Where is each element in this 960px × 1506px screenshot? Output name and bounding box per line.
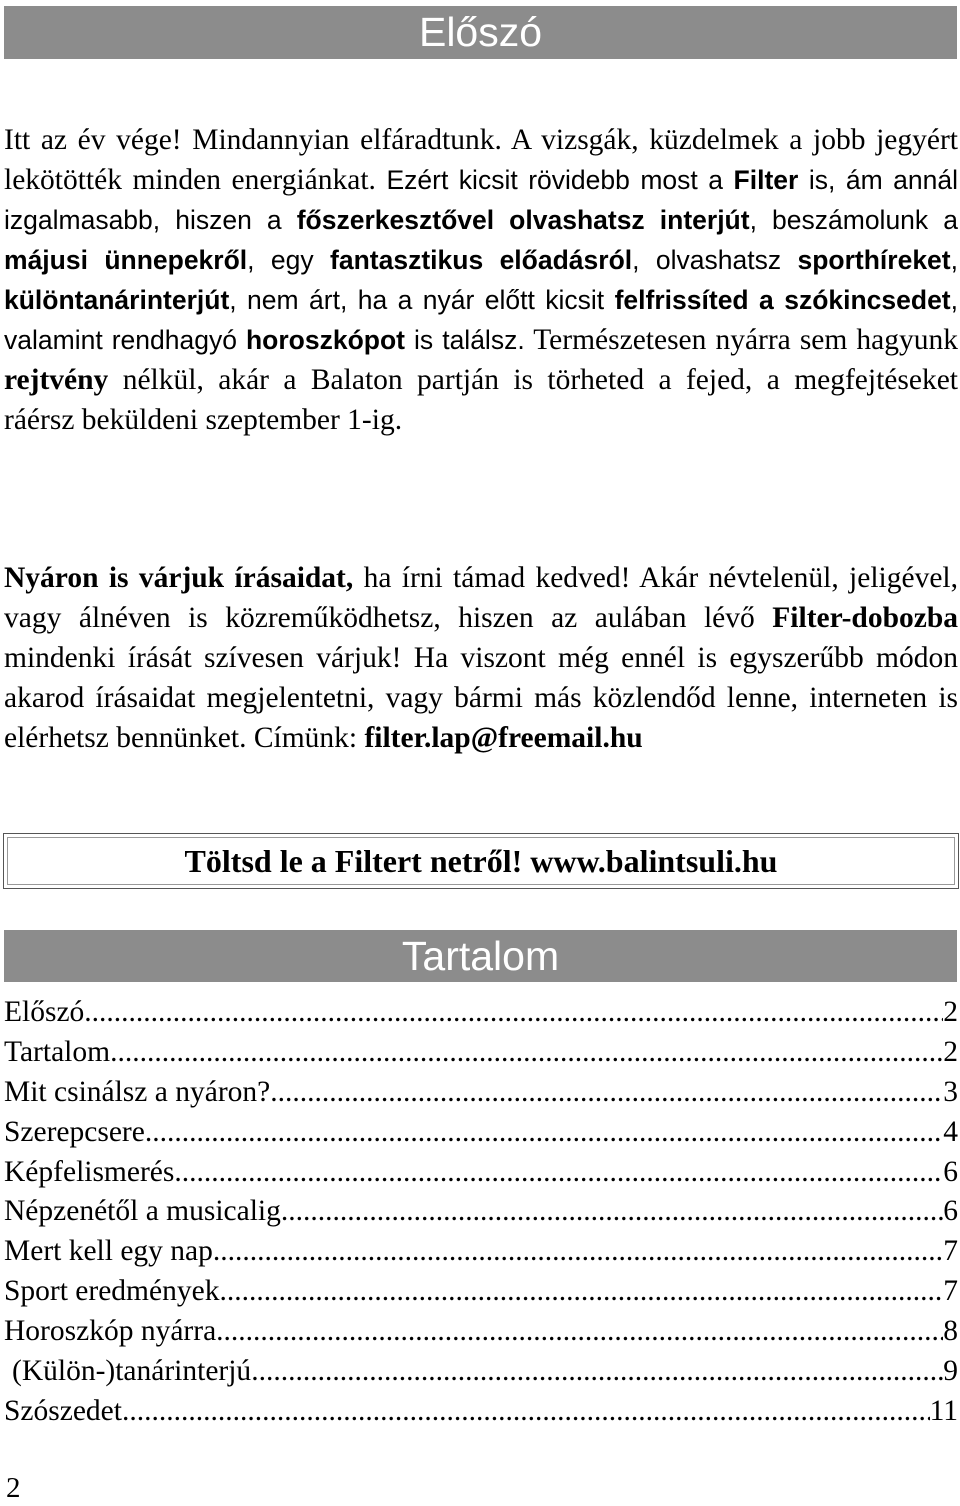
- section-heading-tartalom: Tartalom: [4, 930, 957, 982]
- toc-entry-title: Szerepcsere: [4, 1115, 145, 1148]
- paragraph-segment: Ezért kicsit rövidebb most a: [386, 165, 734, 195]
- paragraph-segment: Filter-dobozba: [772, 602, 958, 634]
- paragraph-segment[interactable]: filter.lap@freemail.hu: [364, 722, 643, 754]
- toc-entry-title: Mit csinálsz a nyáron?: [4, 1075, 271, 1108]
- toc-entry[interactable]: [4, 1033, 958, 1073]
- intro-paragraph-1: [4, 120, 958, 440]
- toc-entry-title: Előszó: [4, 996, 85, 1028]
- toc-entry-title: Népzenétől a musicalig: [4, 1195, 281, 1228]
- toc-entry[interactable]: [4, 1192, 958, 1232]
- paragraph-segment: főszerkesztővel olvashatsz interjút: [296, 205, 750, 235]
- paragraph-segment: , beszámolunk a: [749, 205, 958, 235]
- paragraph-segment: mindenki írását szívesen várjuk! Ha viszont még ennél is egyszerűbb módon akarod írásaidat megjelentetni, vagy bármi más közlendőd lenne, interneten is elérhetsz bennünket. Címünk:: [4, 642, 958, 754]
- toc-entry-title: Szószedet: [4, 1394, 122, 1427]
- toc-entry-title: Mert kell egy nap: [4, 1235, 213, 1268]
- toc-entry[interactable]: [4, 1312, 958, 1352]
- paragraph-segment: ,: [950, 245, 958, 275]
- toc-entry-page: 3: [943, 1075, 958, 1108]
- toc-dot-leader: [110, 1033, 943, 1073]
- paragraph-segment: sporthíreket: [797, 245, 951, 275]
- toc-entry-page: 7: [943, 1235, 958, 1268]
- section-heading-eloszo: Előszó: [4, 6, 957, 59]
- toc-dot-leader: [219, 1272, 943, 1312]
- download-banner: [3, 833, 959, 889]
- paragraph-segment: különtanárinterjút: [4, 285, 230, 315]
- toc-entry-page: 9: [943, 1355, 958, 1388]
- toc-entry-page: 11: [929, 1394, 958, 1427]
- toc-dot-leader: [270, 1073, 943, 1113]
- paragraph-segment: , olvashatsz: [632, 245, 798, 275]
- toc-dot-leader: [174, 1153, 943, 1193]
- toc-dot-leader: [145, 1113, 943, 1153]
- paragraph-segment: felfrissíted a szókincsedet: [614, 285, 951, 315]
- toc-dot-leader: [84, 993, 943, 1033]
- toc-entry-page: 4: [943, 1115, 958, 1148]
- paragraph-segment: Itt az év vége! Mindannyian elfáradtunk. A vizsgák, küzdelmek a jobb jegyért lekötötték minden energiánkat.: [4, 124, 958, 196]
- toc-entry-page: 8: [943, 1315, 958, 1348]
- toc-entry-title: Horoszkóp nyárra: [4, 1315, 217, 1348]
- paragraph-segment: is, ám annál izgalmasabb, hiszen a: [4, 165, 958, 235]
- toc-entry[interactable]: [4, 1352, 958, 1392]
- toc-entry[interactable]: [4, 1232, 958, 1272]
- toc-entry-title: Sport eredmények: [4, 1275, 220, 1308]
- toc-entry[interactable]: [4, 1073, 958, 1113]
- table-of-contents: [4, 993, 958, 1432]
- toc-entry-title: Képfelismerés: [4, 1155, 175, 1188]
- toc-dot-leader: [216, 1312, 943, 1352]
- toc-entry[interactable]: [4, 1392, 958, 1432]
- toc-entry-page: 7: [943, 1275, 958, 1308]
- toc-dot-leader: [213, 1232, 943, 1272]
- toc-entry[interactable]: [4, 1272, 958, 1312]
- paragraph-segment: fantasztikus előadásról: [330, 245, 633, 275]
- paragraph-segment: nélkül, akár a Balaton partján is törheted a fejed, a megfejtéseket ráérsz beküldeni szeptember 1-ig.: [4, 364, 958, 436]
- toc-entry[interactable]: [4, 1153, 958, 1193]
- toc-entry-page: 2: [943, 1035, 958, 1068]
- toc-entry-title: Tartalom: [4, 1035, 111, 1068]
- toc-entry[interactable]: [4, 993, 958, 1033]
- paragraph-segment: ha írni támad kedved! Akár névtelenül, jeligével, vagy álnéven is közreműködhetsz, hiszen az aulában lévő: [4, 562, 958, 634]
- paragraph-segment: Filter: [733, 165, 799, 195]
- paragraph-segment: horoszkópot: [246, 325, 405, 355]
- toc-dot-leader: [122, 1392, 930, 1432]
- paragraph-segment: , valamint rendhagyó: [4, 285, 959, 355]
- paragraph-segment: , nem árt, ha a nyár előtt kicsit: [229, 285, 615, 315]
- toc-entry-page: 2: [943, 996, 958, 1028]
- paragraph-segment: is találsz.: [405, 325, 525, 355]
- paragraph-segment: Nyáron is várjuk írásaidat,: [4, 562, 354, 594]
- paragraph-segment: Természetesen nyárra sem hagyunk: [524, 324, 958, 356]
- page-number: 2: [6, 1472, 21, 1504]
- toc-dot-leader: [251, 1352, 943, 1392]
- toc-entry-title: (Külön-)tanárinterjú: [12, 1355, 252, 1388]
- toc-entry-page: 6: [943, 1195, 958, 1228]
- paragraph-segment: májusi ünnepekről: [4, 245, 248, 275]
- toc-dot-leader: [281, 1192, 943, 1232]
- paragraph-segment: rejtvény: [4, 364, 109, 396]
- intro-paragraph-2: [4, 558, 958, 758]
- toc-entry-page: 6: [943, 1155, 958, 1188]
- paragraph-segment: , egy: [247, 245, 331, 275]
- toc-entry[interactable]: [4, 1113, 958, 1153]
- download-banner-text: Töltsd le a Filtert netről! www.balintsuli.hu: [184, 843, 778, 879]
